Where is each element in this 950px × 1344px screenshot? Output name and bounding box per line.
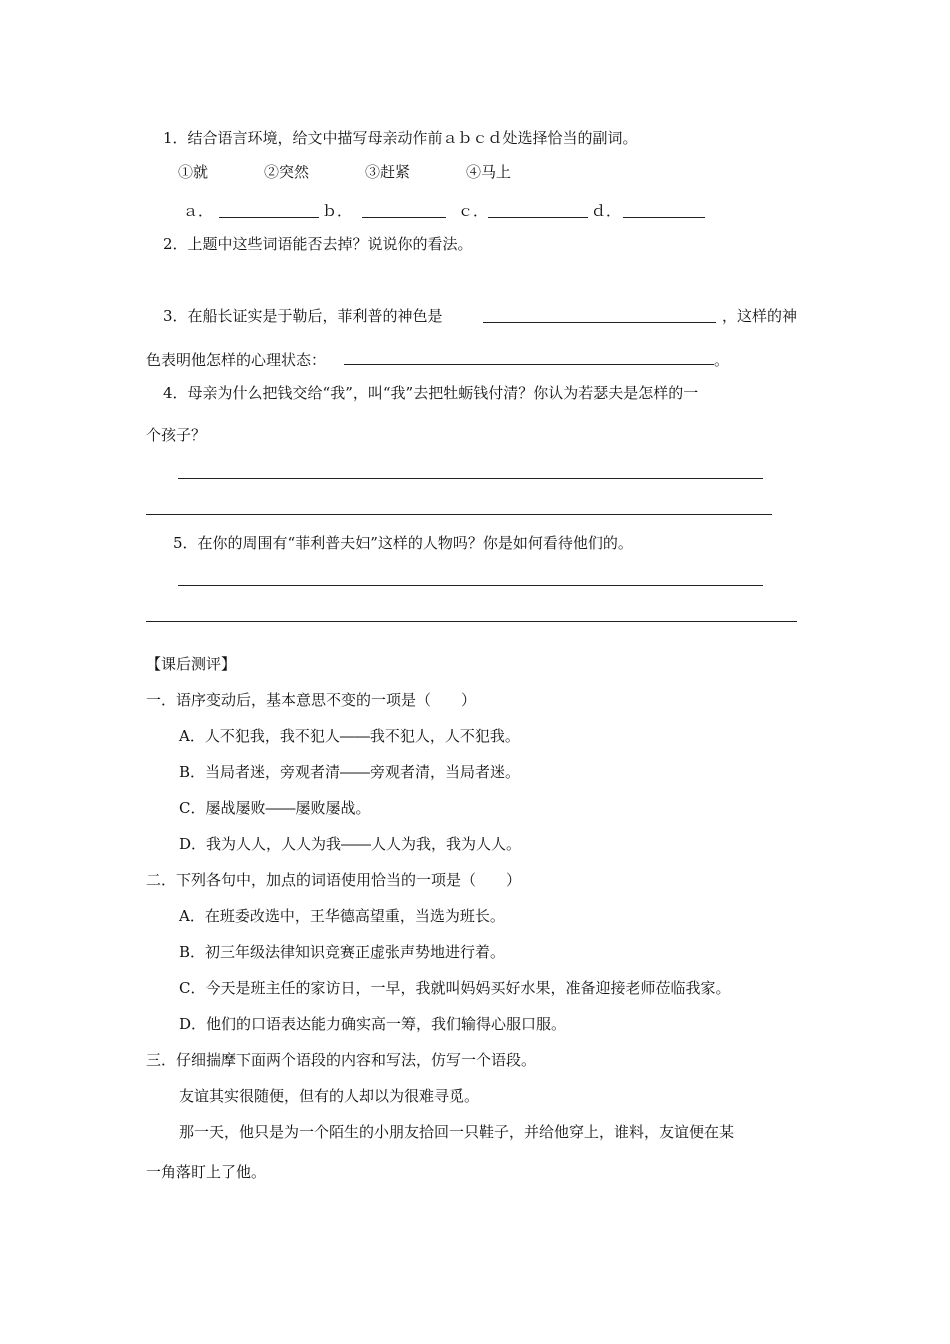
q1-blank-a-line[interactable] [219,217,319,218]
p2-stem: 二．下列各句中，加点的词语使用恰当的一项是（ ） [146,871,522,889]
p3-stem: 三．仔细揣摩下面两个语段的内容和写法，仿写一个语段。 [146,1051,537,1069]
q1-option-4: ④马上 [466,163,512,181]
q3-blank-1[interactable] [483,322,716,323]
p2-option-a: A．在班委改选中，王华德高望重，当选为班长。 [179,907,505,925]
q3-part3: 色表明他怎样的心理状态： [146,351,327,369]
q3-part2: ，这样的神 [722,307,798,325]
p1-stem: 一．语序变动后，基本意思不变的一项是（ ） [146,691,477,709]
q4-answer-line-1[interactable] [178,478,763,479]
p1-option-d: D．我为人人，人人为我――人人为我，我为人人。 [179,835,522,853]
q5-answer-line-1[interactable] [178,585,763,586]
p3-para2-line2: 一角落盯上了他。 [146,1163,267,1181]
p1-option-b: B．当局者迷，旁观者清――旁观者清，当局者迷。 [179,763,521,781]
q1-option-1: ①就 [178,163,209,181]
q1-option-2: ②突然 [264,163,310,181]
q5-stem: 5．在你的周围有“菲利普夫妇”这样的人物吗？你是如何看待他们的。 [173,534,633,552]
q1-blank-c-label: ｃ． [458,202,489,220]
p2-option-c: C．今天是班主任的家访日，一早，我就叫妈妈买好水果，准备迎接老师莅临我家。 [179,979,731,997]
q1-blank-b-line[interactable] [362,217,446,218]
p1-option-c: C．屡战屡败――屡败屡战。 [179,799,371,817]
q4-answer-line-2[interactable] [146,514,772,515]
p2-option-b: B．初三年级法律知识竞赛正虚张声势地进行着。 [179,943,506,961]
q3-blank-2[interactable] [344,364,714,365]
q3-part4: 。 [714,351,730,369]
p3-para2-line1: 那一天，他只是为一个陌生的小朋友拾回一只鞋子，并给他穿上，谁料，友谊便在某 [179,1123,735,1141]
q5-answer-line-2[interactable] [146,621,797,622]
q1-option-3: ③赶紧 [365,163,411,181]
q1-blank-b-label: ｂ． [322,202,353,220]
q1-blank-d-label: ｄ． [591,202,622,220]
q1-stem: 1．结合语言环境，给文中描写母亲动作前ａｂｃｄ处选择恰当的副词。 [163,129,638,147]
p3-para1: 友谊其实很随便，但有的人却以为很难寻觅。 [179,1087,480,1105]
section-title: 【课后测评】 [146,655,237,673]
q2-stem: 2．上题中这些词语能否去掉？说说你的看法。 [163,235,473,253]
p2-option-d: D．他们的口语表达能力确实高一筹，我们输得心服口服。 [179,1015,567,1033]
q4-line2: 个孩子？ [146,426,207,444]
q1-blank-d-line[interactable] [623,217,705,218]
p1-option-a: A．人不犯我，我不犯人――我不犯人，人不犯我。 [179,727,520,745]
q1-blank-a-label: ａ． [183,202,214,220]
q3-part1: 3．在船长证实是于勒后，菲利普的神色是 [163,307,443,325]
q4-line1: 4．母亲为什么把钱交给“我”，叫“我”去把牡蛎钱付清？你认为若瑟夫是怎样的一 [163,384,699,402]
q1-blank-c-line[interactable] [488,217,588,218]
